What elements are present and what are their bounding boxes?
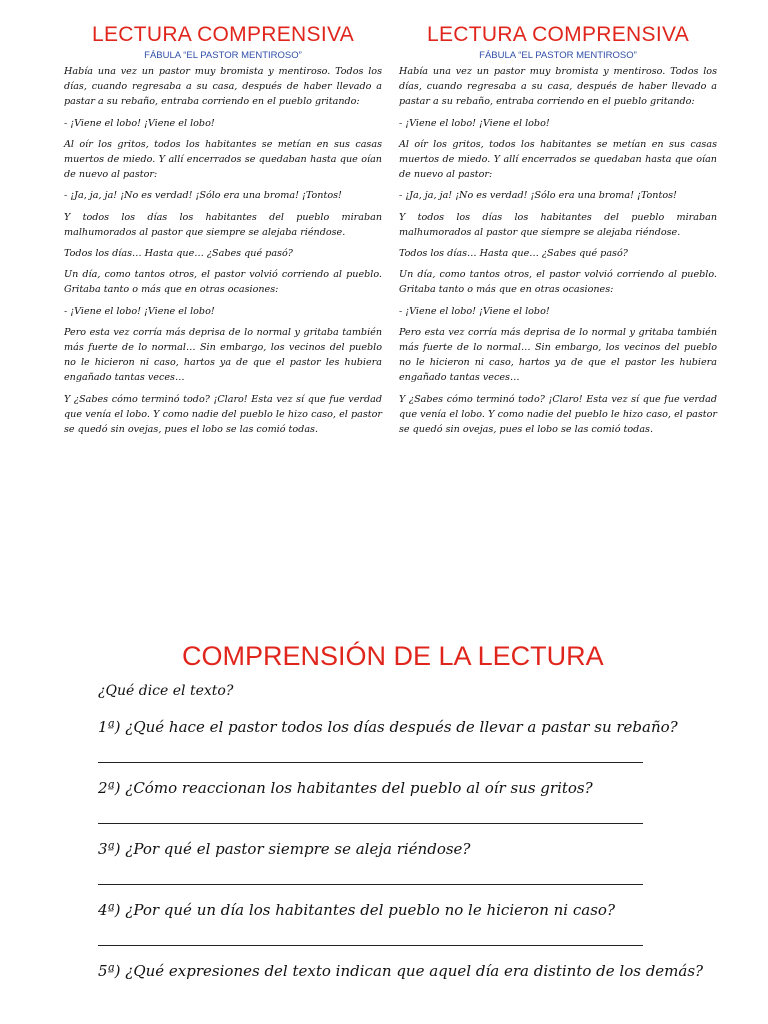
story-column-right bbox=[399, 0, 717, 443]
story-text bbox=[64, 64, 382, 437]
question-text: 2ª) ¿Cómo reaccionan los habitantes del pueblo al oír sus gritos? bbox=[98, 779, 593, 797]
story-paragraph: - ¡Viene el lobo! ¡Viene el lobo! bbox=[64, 117, 215, 129]
story-paragraph: - ¡Ja, ja, ja! ¡No es verdad! ¡Sólo era una broma! ¡Tontos! bbox=[64, 190, 342, 202]
question-block bbox=[84, 838, 684, 885]
story-paragraph: Al oír los gritos, todos los habitantes se metían en sus casas muertos de miedo. Y allí encerrados se quedaban hasta que oían de nuevo al pastor: bbox=[399, 138, 717, 181]
story-paragraph: Un día, como tantos otros, el pastor volvió corriendo al pueblo. Gritaba tanto o más que en otras ocasiones: bbox=[64, 269, 382, 296]
story-paragraph: - ¡Viene el lobo! ¡Viene el lobo! bbox=[399, 117, 550, 129]
story-paragraph: - ¡Viene el lobo! ¡Viene el lobo! bbox=[64, 305, 215, 317]
story-paragraph: - ¡Ja, ja, ja! ¡No es verdad! ¡Sólo era una broma! ¡Tontos! bbox=[399, 190, 677, 202]
answer-line[interactable] bbox=[98, 945, 643, 946]
question-block bbox=[84, 777, 684, 824]
story-paragraph: - ¡Viene el lobo! ¡Viene el lobo! bbox=[399, 305, 550, 317]
answer-line[interactable] bbox=[98, 762, 643, 763]
story-text bbox=[399, 64, 717, 437]
story-paragraph: Todos los días… Hasta que… ¿Sabes qué pasó? bbox=[399, 248, 628, 260]
question-text: 3ª) ¿Por qué el pastor siempre se aleja riéndose? bbox=[98, 840, 471, 858]
story-paragraph: Y todos los días los habitantes del pueblo miraban malhumorados al pastor que siempre se alejaba riéndose. bbox=[399, 211, 717, 238]
story-paragraph: Un día, como tantos otros, el pastor volvió corriendo al pueblo. Gritaba tanto o más que en otras ocasiones: bbox=[399, 269, 717, 296]
story-paragraph: Había una vez un pastor muy bromista y mentiroso. Todos los días, cuando regresaba a su casa, después de haber llevado a pastar a su rebaño, entraba corriendo en el pueblo gritando: bbox=[399, 66, 717, 108]
story-title: LECTURA COMPRENSIVA bbox=[91, 23, 355, 46]
question-text: 4ª) ¿Por qué un día los habitantes del pueblo no le hicieron ni caso? bbox=[98, 901, 615, 919]
story-paragraph: Y ¿Sabes cómo terminó todo? ¡Claro! Esta vez sí que fue verdad que venía el lobo. Y como nadie del pueblo le hizo caso, el pastor se quedó sin ovejas, pues el lobo se las comió todas. bbox=[64, 393, 382, 436]
story-title: LECTURA COMPRENSIVA bbox=[426, 23, 690, 46]
story-paragraph: Había una vez un pastor muy bromista y mentiroso. Todos los días, cuando regresaba a su casa, después de haber llevado a pastar a su rebaño, entraba corriendo en el pueblo gritando: bbox=[64, 66, 382, 108]
story-paragraph: Al oír los gritos, todos los habitantes se metían en sus casas muertos de miedo. Y allí encerrados se quedaban hasta que oían de nuevo al pastor: bbox=[64, 138, 382, 181]
story-column-left bbox=[64, 0, 382, 443]
question-block bbox=[84, 960, 704, 982]
answer-line[interactable] bbox=[98, 823, 643, 824]
question-text: 1ª) ¿Qué hace el pastor todos los días después de llevar a pastar su rebaño? bbox=[98, 718, 678, 736]
question-block bbox=[84, 899, 684, 946]
answer-line[interactable] bbox=[98, 884, 643, 885]
story-paragraph: Pero esta vez corría más deprisa de lo normal y gritaba también más fuerte de lo normal… Sin embargo, los vecinos del pueblo no le hicieron ni caso, hartos ya de que el pastor les hubiera engañado tantas veces… bbox=[399, 326, 717, 384]
comprehension-title: COMPRENSIÓN DE LA LECTURA bbox=[182, 641, 604, 671]
story-paragraph: Y todos los días los habitantes del pueblo miraban malhumorados al pastor que siempre se alejaba riéndose. bbox=[64, 211, 382, 238]
story-subtitle: FÁBULA “EL PASTOR MENTIROSO” bbox=[479, 50, 637, 61]
story-paragraph: Pero esta vez corría más deprisa de lo normal y gritaba también más fuerte de lo normal… Sin embargo, los vecinos del pueblo no le hicieron ni caso, hartos ya de que el pastor les hubiera engañado tantas veces… bbox=[64, 326, 382, 384]
question-text: 5ª) ¿Qué expresiones del texto indican que aquel día era distinto de los demás? bbox=[98, 962, 704, 980]
story-paragraph: Todos los días… Hasta que… ¿Sabes qué pasó? bbox=[64, 248, 293, 260]
comprehension-intro: ¿Qué dice el texto? bbox=[98, 683, 234, 699]
story-paragraph: Y ¿Sabes cómo terminó todo? ¡Claro! Esta vez sí que fue verdad que venía el lobo. Y como nadie del pueblo le hizo caso, el pastor se quedó sin ovejas, pues el lobo se las comió todas. bbox=[399, 393, 717, 436]
story-subtitle: FÁBULA “EL PASTOR MENTIROSO” bbox=[144, 50, 302, 61]
question-block bbox=[84, 716, 684, 763]
comprehension-section bbox=[84, 636, 704, 982]
